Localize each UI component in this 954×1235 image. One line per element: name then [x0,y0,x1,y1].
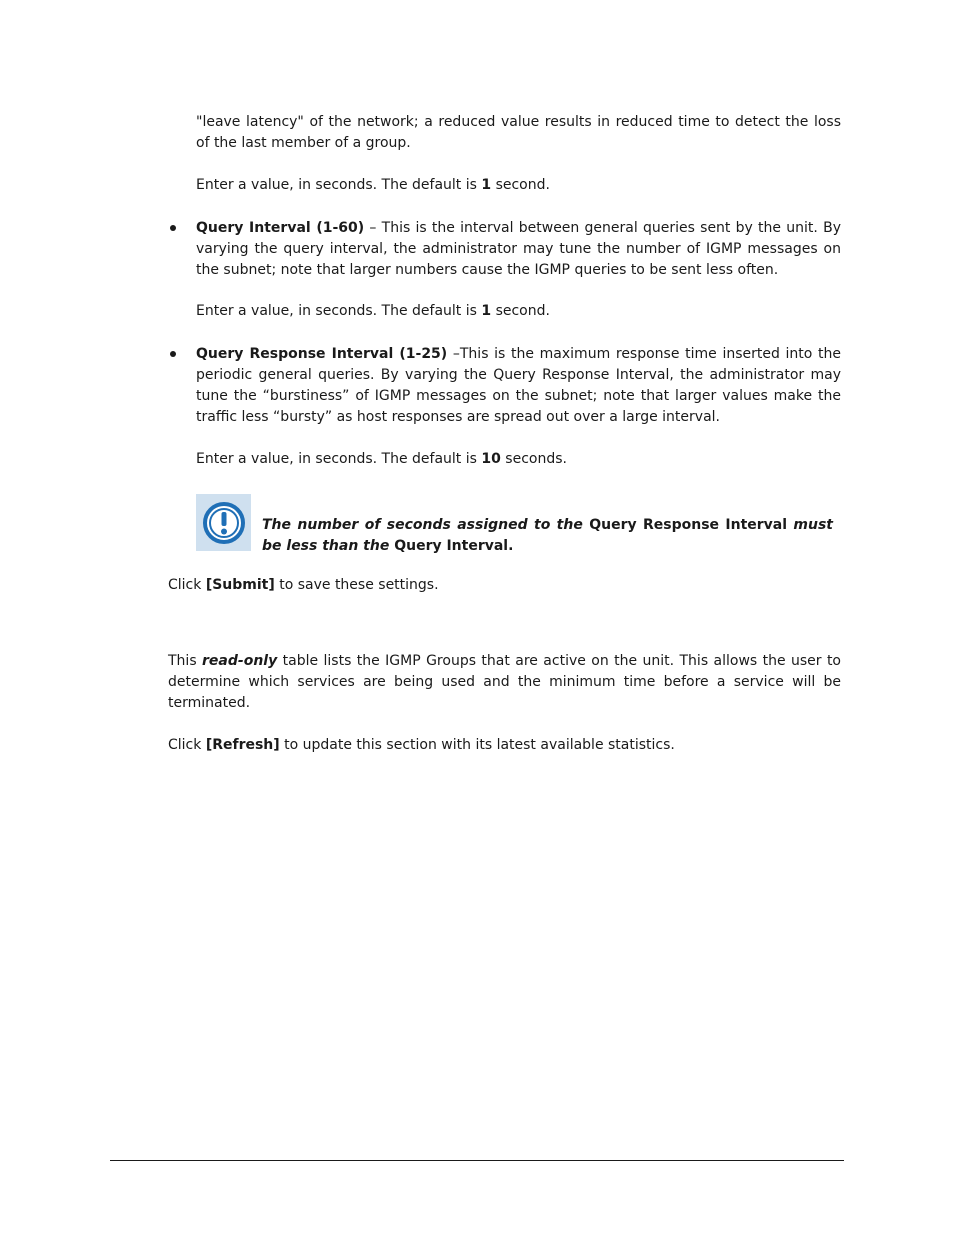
submit-button-label: [Submit] [205,577,275,593]
note-text: The number of seconds assigned to the Query Response Interval must be less than the Query Interval. [262,517,833,554]
query-response-interval-item: Query Response Interval (1-25) –This is the maximum response time inserted into the periodic general queries. By varying the Query Response Interval, the administrator may tune the “burstiness” of IGMP messages on the subnet; note that larger values make the traffic less “bursty” as host responses are spread out over a large interval. [196,346,841,425]
bullet-icon [170,351,176,357]
footer-rule [110,1160,844,1161]
submit-instruction: Click [Submit] to save these settings. [168,577,439,593]
refresh-instruction: Click [Refresh] to update this section with its latest available statistics. [168,737,675,753]
default-value-line: Enter a value, in seconds. The default is 1 second. [196,303,550,319]
bullet-icon [170,225,176,231]
refresh-button-label: [Refresh] [205,737,280,753]
default-value-line: Enter a value, in seconds. The default is 10 seconds. [196,451,567,467]
default-value-line: Enter a value, in seconds. The default is 1 second. [196,177,550,193]
read-only-description: This read-only table lists the IGMP Groups that are active on the unit. This allows the user to determine which services are being used and the minimum time before a service will be terminated. [168,653,841,711]
query-interval-item: Query Interval (1-60) – This is the interval between general queries sent by the unit. By varying the query interval, the administrator may tune the number of IGMP messages on the subnet; note that larger numbers cause the IGMP queries to be sent less often. [196,220,841,278]
exclamation-circle-icon [196,494,251,551]
intro-paragraph: "leave latency" of the network; a reduced value results in reduced time to detect the loss of the last member of a group. [196,114,841,151]
